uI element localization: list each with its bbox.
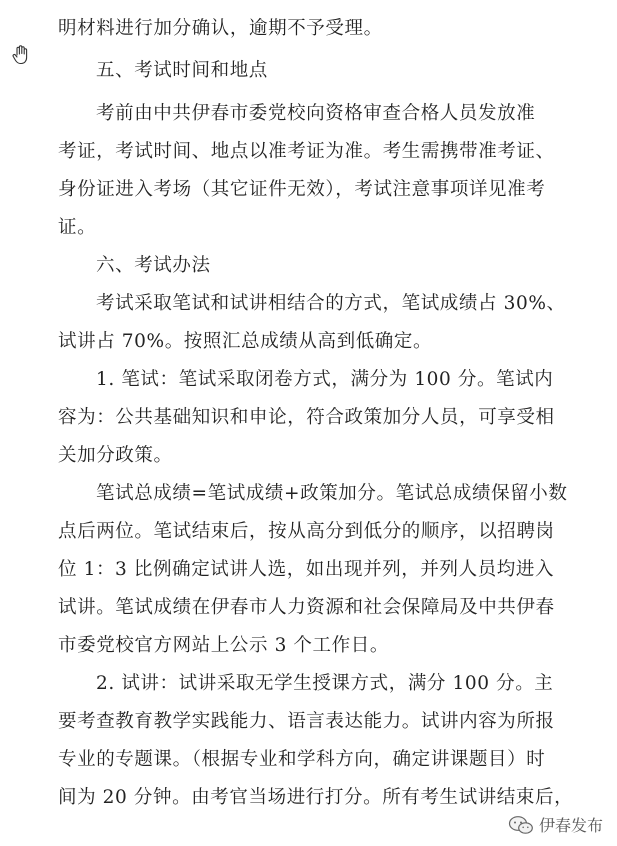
section-heading-exam-method: 六、考试办法 [96, 255, 211, 276]
text-line-17: 市委党校官方网站上公示 3 个工作日。 [58, 635, 389, 656]
text-line-11: 容为：公共基础知识和申论，符合政策加分人员，可享受相 [58, 407, 555, 428]
text-line-1: 明材料进行加分确认，逾期不予受理。 [58, 18, 383, 39]
text-line-3: 考前由中共伊春市委党校向资格审查合格人员发放准 [96, 103, 536, 124]
text-line-19: 要考查教育教学实践能力、语言表达能力。试讲内容为所报 [58, 711, 555, 732]
text-line-15: 位 1：3 比例确定试讲人选，如出现并列，并列人员均进入 [58, 559, 555, 580]
watermark [508, 813, 603, 836]
hand-cursor-icon [10, 44, 32, 66]
text-line-16: 试讲。笔试成绩在伊春市人力资源和社会保障局及中共伊春 [58, 597, 555, 618]
section-heading-exam-time-place: 五、考试时间和地点 [96, 60, 268, 81]
text-line-5: 身份证进入考场（其它证件无效），考试注意事项详见准考 [58, 179, 546, 200]
text-line-14: 点后两位。笔试结束后，按从高分到低分的顺序，以招聘岗 [58, 521, 555, 542]
text-line-8: 考试采取笔试和试讲相结合的方式，笔试成绩占 30%、 [96, 293, 566, 314]
text-line-13: 笔试总成绩=笔试成绩+政策加分。笔试总成绩保留小数 [96, 483, 568, 504]
text-line-10: 1. 笔试：笔试采取闭卷方式，满分为 100 分。笔试内 [96, 369, 554, 390]
text-line-21: 间为 20 分钟。由考官当场进行打分。所有考生试讲结束后， [58, 787, 574, 808]
text-line-18: 2. 试讲：试讲采取无学生授课方式，满分 100 分。主 [96, 673, 554, 694]
text-line-20: 专业的专题课。（根据专业和学科方向，确定讲课题目）时 [58, 749, 546, 770]
watermark-text: 伊春发布 [538, 816, 603, 835]
text-line-4: 考证，考试时间、地点以准考证为准。考生需携带准考证、 [58, 141, 555, 162]
text-line-6: 证。 [58, 217, 97, 238]
text-line-12: 关加分政策。 [58, 445, 173, 466]
wechat-icon [508, 815, 534, 835]
text-line-9: 试讲占 70%。按照汇总成绩从高到低确定。 [58, 331, 433, 352]
